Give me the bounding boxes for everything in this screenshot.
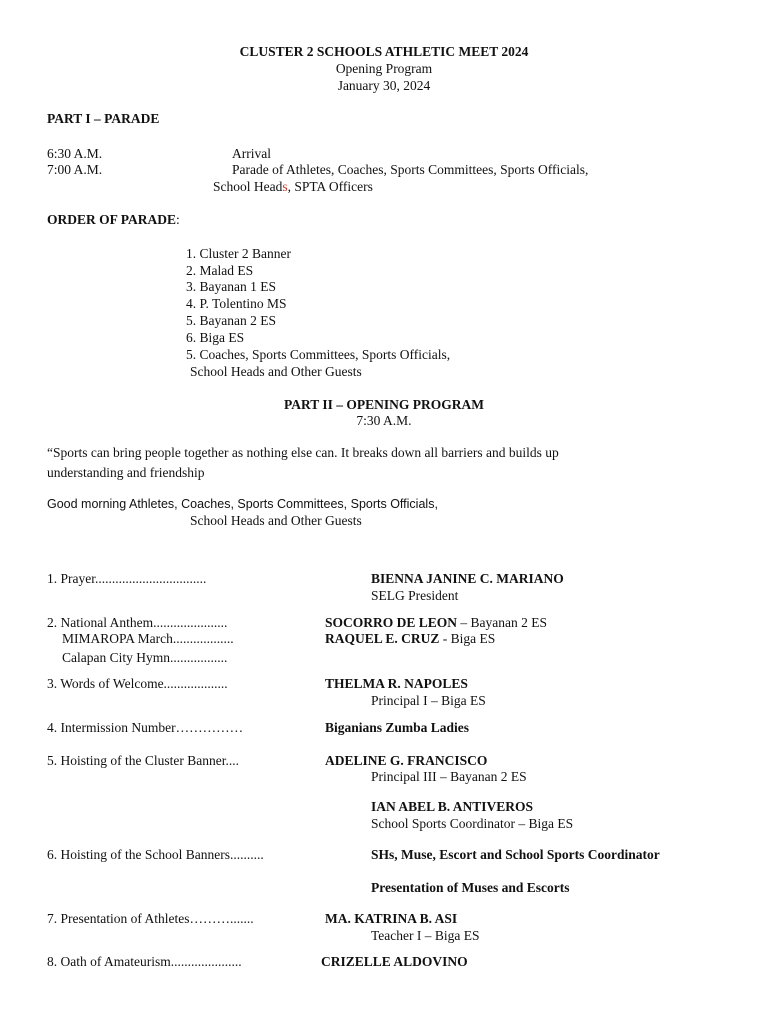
program-item-city-hymn: Calapan City Hymn................. (62, 650, 228, 665)
program-person-name: BIENNA JANINE C. MARIANO (371, 571, 564, 586)
program-person-name: ADELINE G. FRANCISCO (325, 753, 488, 768)
part2-heading: PART II – OPENING PROGRAM (283, 397, 485, 412)
schedule-cont-red-letter: s (282, 179, 288, 194)
program-person-role: – Bayanan 2 ES (457, 615, 548, 630)
document-title: CLUSTER 2 SCHOOLS ATHLETIC MEET 2024 (239, 44, 529, 59)
order-heading-text: ORDER OF PARADE (47, 212, 176, 227)
list-item: 1. Cluster 2 Banner (186, 246, 291, 261)
schedule-time: 7:00 A.M. (47, 162, 103, 177)
program-person-role: Principal III – Bayanan 2 ES (371, 769, 527, 784)
document-subtitle: Opening Program (335, 61, 433, 76)
quote-line: understanding and friendship (47, 465, 205, 480)
program-item-school-banners: 6. Hoisting of the School Banners.......... (47, 847, 264, 862)
schedule-event-continuation (213, 179, 373, 195)
list-item: 3. Bayanan 1 ES (186, 279, 276, 294)
program-item-oath: 8. Oath of Amateurism..................... (47, 954, 242, 969)
schedule-event: Parade of Athletes, Coaches, Sports Committees, Sports Officials, (232, 162, 589, 177)
program-item-mimaropa-march: MIMAROPA March.................. (62, 631, 234, 646)
quote-line: “Sports can bring people together as nothing else can. It breaks down all barriers and builds up (47, 445, 559, 460)
program-item-cluster-banner: 5. Hoisting of the Cluster Banner.... (47, 753, 239, 768)
program-item-athletes: 7. Presentation of Athletes………....... (47, 911, 254, 926)
program-item-welcome: 3. Words of Welcome................... (47, 676, 228, 691)
program-person-name: RAQUEL E. CRUZ (325, 631, 440, 646)
program-person-role: Teacher I – Biga ES (371, 928, 480, 943)
program-person-role: School Sports Coordinator – Biga ES (371, 816, 574, 831)
part1-heading: PART I – PARADE (47, 111, 160, 126)
program-item-anthem: 2. National Anthem...................... (47, 615, 228, 630)
program-person (325, 615, 547, 631)
list-item: 4. P. Tolentino MS (186, 296, 287, 311)
list-item: 2. Malad ES (186, 263, 254, 278)
program-person-name: MA. KATRINA B. ASI (325, 911, 458, 926)
greeting-line: Good morning Athletes, Coaches, Sports Committees, Sports Officials, (47, 497, 438, 511)
program-person-name: SOCORRO DE LEON (325, 615, 458, 630)
program-person-name: IAN ABEL B. ANTIVEROS (371, 799, 534, 814)
program-person-role: - Biga ES (439, 631, 496, 646)
program-subitem: Presentation of Muses and Escorts (371, 880, 570, 895)
program-person-name: THELMA R. NAPOLES (325, 676, 468, 691)
program-person-name: SHs, Muse, Escort and School Sports Coordinator (371, 847, 660, 862)
document-date: January 30, 2024 (337, 78, 431, 93)
program-person (325, 631, 495, 647)
program-person-role: Principal I – Biga ES (371, 693, 486, 708)
order-heading-colon: : (176, 212, 180, 227)
order-of-parade-heading (47, 212, 180, 228)
schedule-event: Arrival (232, 146, 271, 161)
schedule-cont-text: School Head (213, 179, 283, 194)
program-item-prayer: 1. Prayer................................. (47, 571, 207, 586)
list-item-continuation: School Heads and Other Guests (190, 364, 362, 379)
list-item: 5. Bayanan 2 ES (186, 313, 276, 328)
list-item: 6. Biga ES (186, 330, 245, 345)
greeting-line: School Heads and Other Guests (190, 513, 362, 528)
schedule-time: 6:30 A.M. (47, 146, 103, 161)
program-item-intermission: 4. Intermission Number…………… (47, 720, 244, 735)
schedule-cont-text: , SPTA Officers (287, 179, 373, 194)
part2-time: 7:30 A.M. (356, 413, 412, 428)
program-person-role: SELG President (371, 588, 459, 603)
program-person-name: CRIZELLE ALDOVINO (321, 954, 468, 969)
list-item: 5. Coaches, Sports Committees, Sports Officials, (186, 347, 451, 362)
program-person-name: Biganians Zumba Ladies (325, 720, 470, 735)
